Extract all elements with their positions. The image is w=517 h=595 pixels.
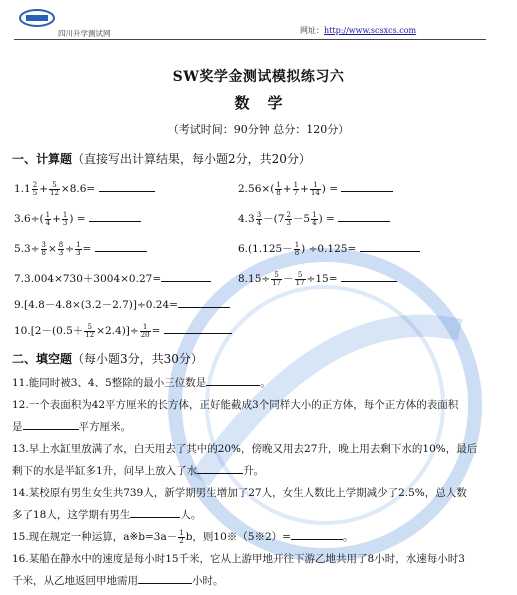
question-text: 6. (238, 243, 249, 255)
answer-blank[interactable] (99, 180, 155, 192)
document-title: SW奖学金测试模拟练习六 (172, 69, 345, 85)
question-text: 15.现在规定一种运算，a※b=3a－ (12, 531, 178, 543)
question-text: 升。 (243, 465, 265, 477)
question-text: 12.一个表面积为42平方厘米的长方体，正好能截成3个同样大小的正方体，每个正方体的表面积 (12, 399, 459, 411)
section-heading-fill (12, 350, 203, 367)
question-text: 3.6÷ (14, 213, 40, 225)
exam-info: （考试时间：90分钟 总分：120分） (167, 123, 350, 136)
question-text: 9.[4.8－4.8×(3.2－2.7)]÷0.24= (14, 299, 178, 311)
calc-question-4: 4.3 $\frac{3}{4}$ －(7 $\frac{2}{3}$ －5 $\frac{1}{4}$ ) = (238, 210, 390, 227)
url-label: 网址： (300, 26, 324, 35)
question-text: 小时。 (192, 575, 224, 587)
question-text: 是 (12, 421, 23, 433)
answer-blank[interactable] (161, 270, 211, 282)
site-logo (18, 8, 56, 32)
answer-blank[interactable] (341, 180, 393, 192)
question-text: 平方厘米。 (78, 421, 131, 433)
question-text: 13.早上水缸里放满了水，白天用去了其中的20%，傍晚又用去27升，晚上用去剩下水的10%，最后 (12, 443, 478, 455)
fill-question-13 (12, 438, 497, 482)
question-text: 7.3.004×730＋3004×0.27= (14, 273, 162, 285)
calc-question-8: 8.15÷ $\frac{5}{17}$ － $\frac{5}{17}$ ÷15= (238, 270, 397, 287)
fill-question-14 (12, 482, 497, 526)
header-rule (14, 39, 486, 40)
answer-blank[interactable] (164, 322, 232, 334)
question-text: 2.56× (238, 183, 271, 195)
answer-blank[interactable] (338, 210, 390, 222)
question-text: 。 (342, 531, 354, 543)
section-note: （每小题3分，共30分） (72, 352, 203, 366)
answer-blank[interactable] (197, 462, 243, 474)
calc-question-9 (14, 296, 230, 312)
answer-blank[interactable] (138, 572, 192, 584)
question-text: 14.某校原有男生女生共739人，新学期男生增加了27人，女生人数比上学期减少了2.5%，总人数 (12, 487, 467, 499)
calc-question-2: 2.56×( $\frac{1}{8}$ + $\frac{1}{7}$ + $\frac{1}{14}$ ) = (238, 180, 393, 197)
question-text: 10.[2－(0.5＋ (14, 325, 84, 337)
answer-blank[interactable] (178, 296, 230, 308)
question-text: 11.能同时被3、4、5整除的最小三位数是 (12, 377, 207, 389)
question-text: 多了18人，这学期有男生 (12, 509, 131, 521)
answer-blank[interactable] (95, 240, 147, 252)
answer-blank[interactable] (23, 418, 79, 430)
answer-blank[interactable] (206, 374, 260, 386)
answer-blank[interactable] (89, 210, 141, 222)
site-name: 四川升学测试网 (58, 29, 111, 38)
question-text: 4. (238, 213, 249, 225)
fill-question-11: 11.能同时被3、4、5整除的最小三位数是 。 (12, 372, 497, 394)
calc-question-6: 6.(1.125－ $\frac{1}{8}$ ) ÷0.125= (238, 240, 420, 257)
question-text: 5. (14, 243, 25, 255)
fill-question-16 (12, 548, 497, 592)
question-text: b，则10※（5※2）= (185, 531, 291, 543)
question-text: 8.15÷ (238, 273, 271, 285)
section-title: 一、计算题 (12, 152, 73, 166)
section-note: （直接写出计算结果，每小题2分，共20分） (72, 152, 311, 166)
calc-question-3: 3.6÷( $\frac{1}{4}$ + $\frac{1}{3}$ ) = (14, 210, 141, 227)
subject-heading: 数学 (234, 94, 301, 112)
question-text: 1. (14, 183, 25, 195)
calc-question-10: 10.[2－(0.5＋ $\frac{5}{12}$ ×2.4)]÷ $\frac{1}{20}$ = (14, 322, 232, 339)
calc-question-5: 5.3÷ $\frac{3}{8}$ × $\frac{8}{3}$ ÷ $\frac{1}{3}$ = (14, 240, 147, 257)
question-text: 剩下的水是半缸多1升，问早上放入了水 (12, 465, 198, 477)
answer-blank[interactable] (341, 270, 397, 282)
answer-blank[interactable] (291, 528, 343, 540)
site-url (300, 25, 416, 36)
page-header (0, 0, 517, 40)
fill-question-12 (12, 394, 497, 438)
fill-question-15: 15.现在规定一种运算，a※b=3a－ $\frac{1}{2}$ b，则10※（5※2）= 。 (12, 528, 354, 545)
section-title: 二、填空题 (12, 352, 73, 366)
answer-blank[interactable] (360, 240, 420, 252)
question-text: 人。 (180, 509, 202, 521)
url-link[interactable]: http://www.scsxcs.com (324, 26, 417, 35)
section-heading-calc (12, 150, 311, 167)
question-text: 16.某船在静水中的速度是每小时15千米，它从上游甲地开往下游乙地共用了8小时，水速每小时3 (12, 553, 465, 565)
calc-question-7 (14, 270, 211, 286)
calc-question-1: 1.1 $\frac{2}{5}$ + $\frac{5}{12}$ ×8.6= (14, 180, 155, 197)
answer-blank[interactable] (130, 506, 180, 518)
question-text: 千米，从乙地返回甲地需用 (12, 575, 138, 587)
